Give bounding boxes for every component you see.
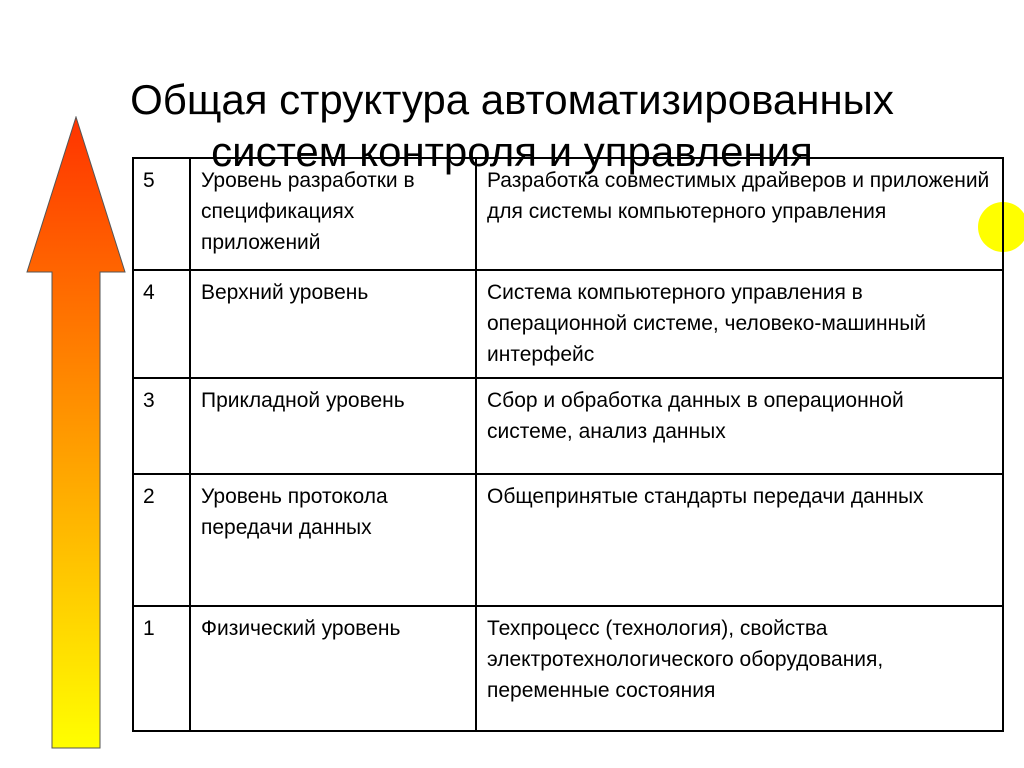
level-name: Прикладной уровень [190,378,476,474]
slide-title-line-2: систем контроля и управления [211,128,813,176]
level-description: Техпроцесс (технология), свойства электротехнологического оборудования, переменные состояния [476,606,1003,731]
level-number: 3 [133,378,190,474]
level-name: Уровень протокола передачи данных [190,474,476,606]
arrow-shape [27,117,125,748]
level-number: 2 [133,474,190,606]
level-description: Общепринятые стандарты передачи данных [476,474,1003,606]
levels-table [132,157,1004,732]
level-name: Верхний уровень [190,270,476,378]
level-number: 1 [133,606,190,731]
slide-title-line-1: Общая структура автоматизированных [130,76,894,124]
level-description: Система компьютерного управления в операционной системе, человеко-машинный интерфейс [476,270,1003,378]
table-row-level-4 [133,270,1003,378]
level-description: Разработка совместимых драйверов и приложений для системы компьютерного управления [476,158,1003,270]
level-name: Уровень разработки в спецификациях приложений [190,158,476,270]
table-row-level-1 [133,606,1003,731]
table-row-level-5 [133,158,1003,270]
level-number: 5 [133,158,190,270]
upward-arrow-icon [26,116,126,750]
level-description: Сбор и обработка данных в операционной системе, анализ данных [476,378,1003,474]
table-row-level-3 [133,378,1003,474]
table-row-level-2 [133,474,1003,606]
level-name: Физический уровень [190,606,476,731]
level-number: 4 [133,270,190,378]
